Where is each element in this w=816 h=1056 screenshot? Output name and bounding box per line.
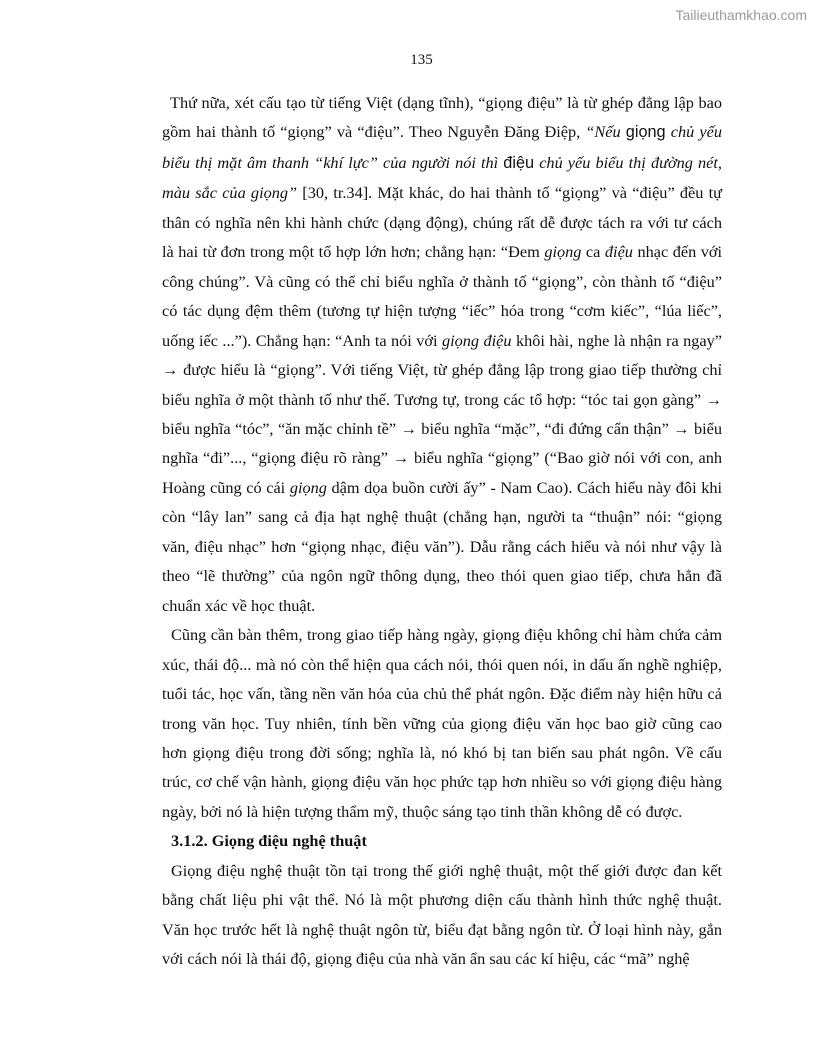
- quote-italic-1: “Nếu: [585, 122, 626, 142]
- emphasis-dieu: điệu: [604, 242, 633, 262]
- document-body: [162, 88, 722, 974]
- watermark: Tailieuthamkhao.com: [675, 7, 807, 23]
- emphasis-giong-1: giọng: [544, 242, 582, 262]
- para1-text-5: khôi hài, nghe là nhận ra ngay” → được hiểu là “giọng”. Với tiếng Việt, từ ghép đẳng lập trong giao tiếp thường chỉ biểu nghĩa ở một thành tố như thế. Tương tự, trong các tổ hợp: “tóc tai gọn gàng” → biểu nghĩa “tóc”, “ăn mặc chỉnh tề” → biểu nghĩa “mặc”, “đi đứng cẩn thận” → biểu nghĩa “đi”..., “giọng điệu rõ ràng” → biểu nghĩa “giọng” (“Bao giờ nói với con, anh Hoàng cũng có cái: [162, 330, 722, 497]
- quote-italic-2: chủ yếu biểu thị mặt âm thanh “khí lực” của người nói thì: [162, 122, 722, 172]
- emphasis-giong-dieu: giọng điệu: [441, 330, 512, 350]
- para1-text-4: nhạc đến với công chúng”. Và cũng có thể chỉ biểu nghĩa ở thành tố “giọng”, còn thành tố “điệu” có tác dụng đệm thêm (tương tự hiện tượng “iếc” hóa trong “cơm kiếc”, “lúa liếc”, uống iếc ...”). Chẳng hạn: “Anh ta nói với: [162, 242, 723, 350]
- section-heading: 3.1.2. Giọng điệu nghệ thuật: [171, 831, 367, 851]
- paragraph-2: Cũng cần bàn thêm, trong giao tiếp hàng ngày, giọng điệu không chỉ hàm chứa cảm xúc, thái độ... mà nó còn thể hiện qua cách nói, thói quen nói, in dấu ấn nghề nghiệp, tuổi tác, học vấn, tầng nền văn hóa của chủ thể phát ngôn. Đặc điểm này hiện hữu cả trong văn học. Tuy nhiên, tính bền vững của giọng điệu văn học bao giờ cũng cao hơn giọng điệu trong đời sống; nghĩa là, nó khó bị tan biến sau phát ngôn. Về cấu trúc, cơ chế vận hành, giọng điệu văn học phức tạp hơn nhiều so với giọng điệu hàng ngày, bởi nó là hiện tượng thẩm mỹ, thuộc sáng tạo tinh thần không dễ có được.: [162, 625, 722, 821]
- para1-text-6: dậm dọa buồn cười ấy” - Nam Cao). Cách hiểu này đôi khi còn “lây lan” sang cả địa hạt nghệ thuật (chẳng hạn, người ta “thuận” nói: “giọng văn, điệu nhạc” hơn “giọng nhạc, điệu văn”). Dẫu rằng cách hiểu và nói như vậy là theo “lẽ thường” của ngôn ngữ thông dụng, theo thói quen giao tiếp, chưa hẳn đã chuẩn xác về học thuật.: [162, 477, 722, 615]
- emphasis-giong-2: giọng: [289, 477, 327, 497]
- para1-text-3: ca: [581, 242, 605, 262]
- para1-text-2: [30, tr.34]. Mặt khác, do hai thành tố “giọng” và “điệu” đều tự thân có nghĩa nên khi hành chức (dạng động), chúng rất dễ được tách ra với tư cách là hai từ đơn trong một tổ hợp lớn hơn; chẳng hạn: “Đem: [162, 183, 722, 262]
- quote-italic-3: chủ yếu biểu thị đường nét, màu sắc của giọng”: [162, 152, 722, 203]
- paragraph-3: Giọng điệu nghệ thuật tồn tại trong thế giới nghệ thuật, một thế giới được đan kết bằng chất liệu phi vật thể. Nó là một phương diện cấu thành hình thức nghệ thuật. Văn học trước hết là nghệ thuật ngôn từ, biểu đạt bằng ngôn từ. Ở loại hình này, gắn với cách nói là thái độ, giọng điệu của nhà văn ẩn sau các kí hiệu, các “mã” nghệ: [162, 860, 722, 969]
- paragraph-1: [162, 88, 722, 620]
- quote-term-giong: giọng: [625, 123, 666, 142]
- para1-text-1: Thứ nữa, xét cấu tạo từ tiếng Việt (dạng tĩnh), “giọng điệu” là từ ghép đẳng lập bao gồm hai thành tố “giọng” và “điệu”. Theo Nguyễn Đăng Điệp,: [162, 93, 722, 142]
- quote-term-dieu: điệu: [503, 153, 535, 172]
- page-number: 135: [410, 52, 433, 68]
